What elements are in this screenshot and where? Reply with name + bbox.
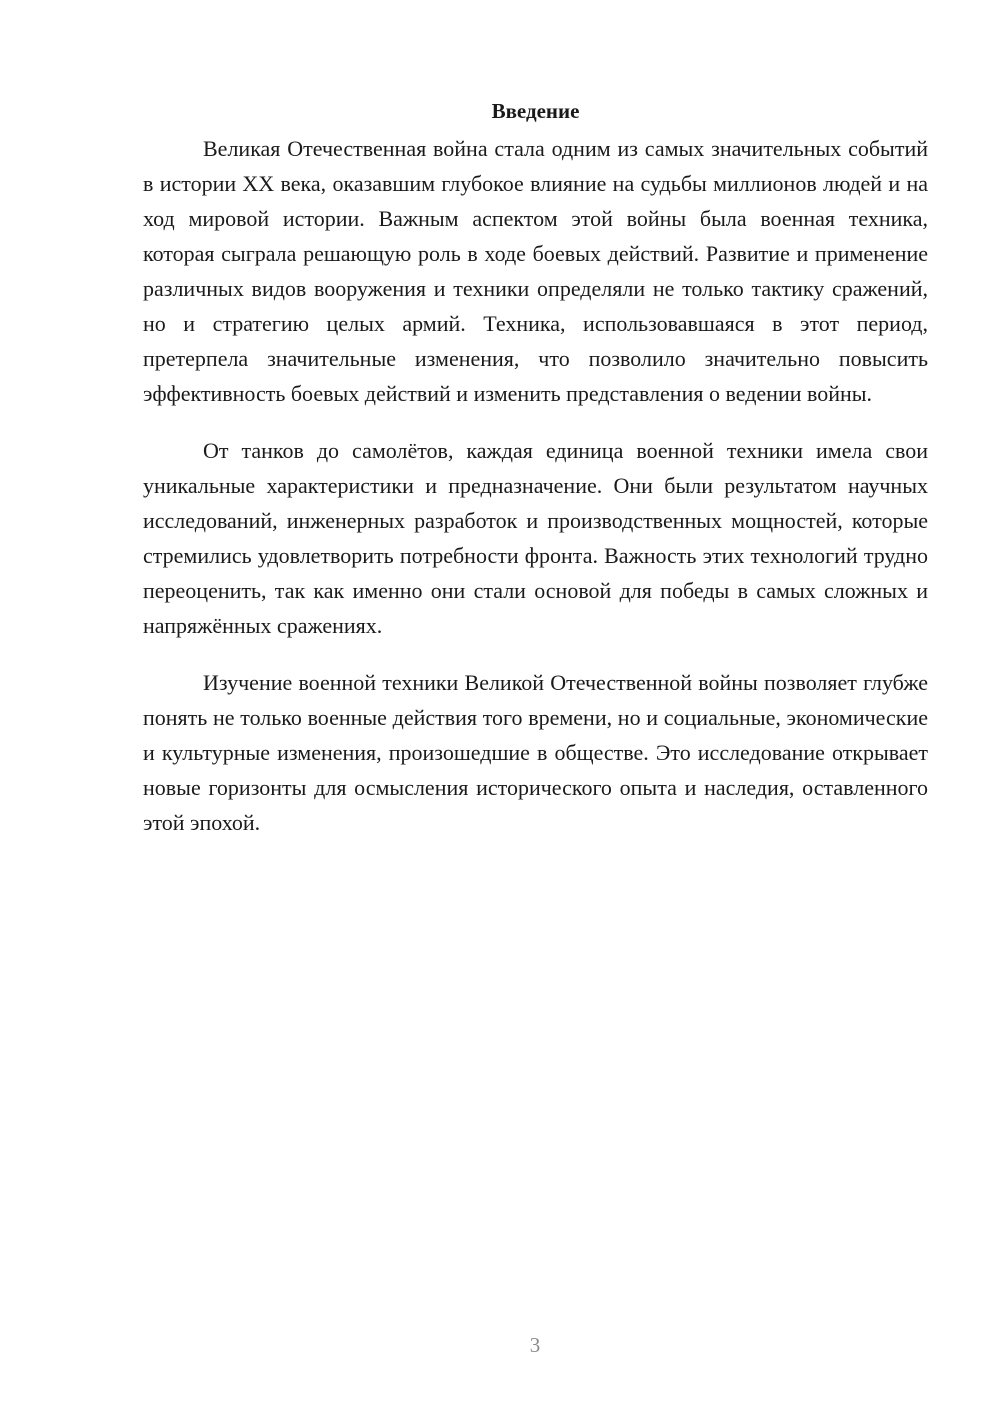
- page-number: 3: [529, 1333, 541, 1357]
- section-title: Введение: [491, 99, 580, 123]
- page-content: [143, 96, 928, 862]
- paragraph-2: От танков до самолётов, каждая единица военной техники имела свои уникальные характеристики и предназначение. Они были результатом научных исследований, инженерных разработок и производственных мощностей, которые стремились удовлетворить потребности фронта. Важность этих технологий трудно переоценить, так как именно они стали основой для победы в самых сложных и напряжённых сражениях.: [143, 438, 928, 638]
- paragraph-3: Изучение военной техники Великой Отечественной войны позволяет глубже понять не только военные действия того времени, но и социальные, экономические и культурные изменения, произошедшие в обществе. Это исследование открывает новые горизонты для осмысления исторического опыта и наследия, оставленного этой эпохой.: [143, 670, 928, 835]
- paragraph-1: Великая Отечественная война стала одним из самых значительных событий в истории XX века, оказавшим глубокое влияние на судьбы миллионов людей и на ход мировой истории. Важным аспектом этой войны была военная техника, которая сыграла решающую роль в ходе боевых действий. Развитие и применение различных видов вооружения и техники определяли не только тактику сражений, но и стратегию целых армий. Техника, использовавшаяся в этот период, претерпела значительные изменения, что позволило значительно повысить эффективность боевых действий и изменить представления о ведении войны.: [143, 136, 928, 406]
